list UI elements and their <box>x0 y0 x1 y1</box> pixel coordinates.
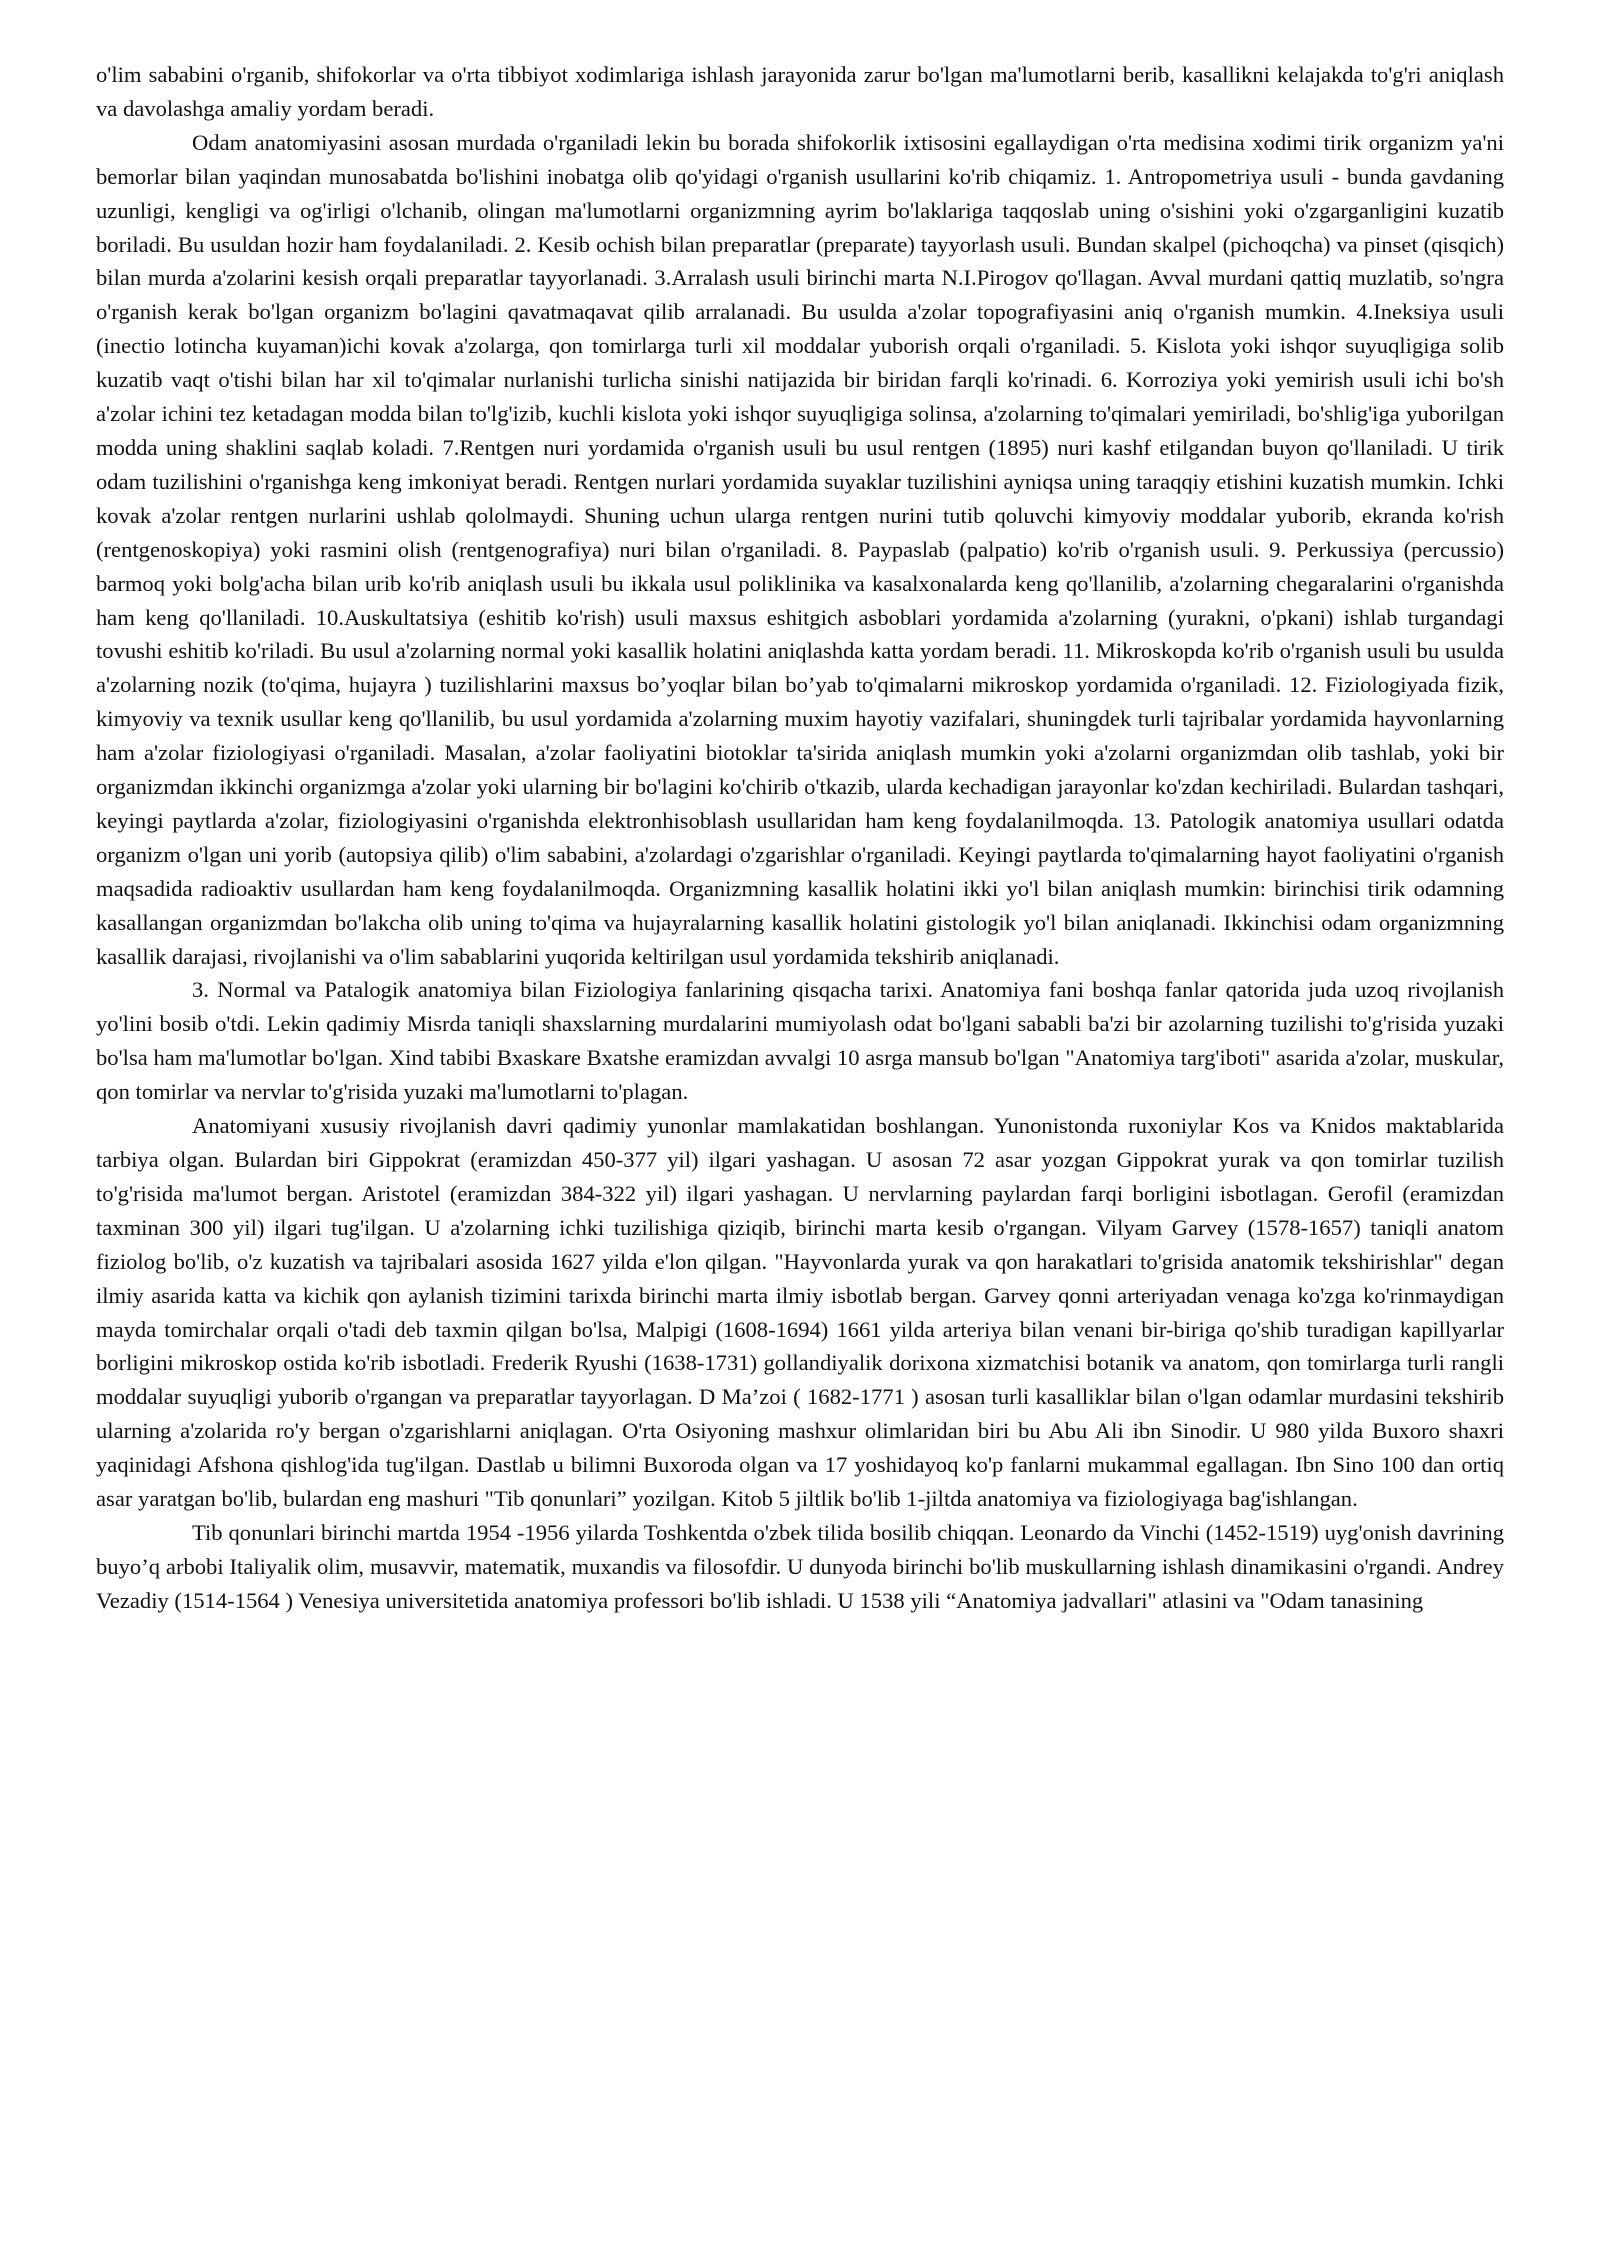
paragraph-intro-continuation: o'lim sababini o'rganib, shifokorlar va o'rta tibbiyot xodimlariga ishlash jarayonida zarur bo'lgan ma'lumotlarni berib, kasallikni kelajakda to'g'ri aniqlash va davolashga amaliy yordam beradi. <box>96 62 1504 121</box>
paragraph-history-intro: 3. Normal va Patalogik anatomiya bilan Fiziologiya fanlarining qisqacha tarixi. Anatomiya fani boshqa fanlar qatorida juda uzoq rivojlanish yo'lini bosib o'tdi. Lekin qadimiy Misrda taniqli shaxslarning murdalarini mumiyolash odat bo'lgani sababli ba'zi bir azolarning tuzilishi to'g'risida yuzaki bo'lsa ham ma'lumotlar bo'lgan. Xind tabibi Bxaskare Bxatshe eramizdan avvalgi 10 asrga mansub bo'lgan "Anatomiya targ'iboti" asarida a'zolar, muskular, qon tomirlar va nervlar to'g'risida yuzaki ma'lumotlarni to'plagan. <box>96 977 1504 1105</box>
paragraph-study-methods: Odam anatomiyasini asosan murdada o'rganiladi lekin bu borada shifokorlik ixtisosini egallaydigan o'rta medisina xodimi tirik organizm ya'ni bemorlar bilan yaqindan munosabatda bo'lishini inobatga olib qo'yidagi o'rganish usullarini ko'rib chiqamiz. 1. Antropometriya usuli - bunda gavdaning uzunligi, kengligi va og'irligi o'lchanib, olingan ma'lumotlarni organizmning ayrim bo'laklariga taqqoslab uning o'sishini yoki o'zgarganligini kuzatib boriladi. Bu usuldan hozir ham foydalaniladi. 2. Kesib ochish bilan preparatlar (preparate) tayyorlash usuli. Bundan skalpel (pichoqcha) va pinset (qisqich) bilan murda a'zolarini kesish orqali preparatlar tayyorlanadi. 3.Arralash usuli birinchi marta N.I.Pirogov qo'llagan. Avval murdani qattiq muzlatib, so'ngra o'rganish kerak bo'lgan organizm bo'lagini qavatmaqavat qilib arralanadi. Bu usulda a'zolar topografiyasini aniq o'rganish mumkin. 4.Ineksiya usuli (inectio lotincha kuyaman)ichi kovak a'zolarga, qon tomirlarga turli xil moddalar yuborish orqali o'rganiladi. 5. Kislota yoki ishqor suyuqligiga solib kuzatib vaqt o'tishi bilan har xil to'qimalar nurlanishi turlicha sinishi natijazida bir biridan farqli ko'rinadi. 6. Korroziya yoki yemirish usuli ichi bo'sh a'zolar ichini tez ketadagan modda bilan to'lg'izib, kuchli kislota yoki ishqor suyuqligiga solinsa, a'zolarning to'qimalari yemiriladi, bo'shlig'iga yuborilgan modda uning shaklini saqlab koladi. 7.Rentgen nuri yordamida o'rganish usuli bu usul rentgen (1895) nuri kashf etilgandan buyon qo'llaniladi. U tirik odam tuzilishini o'rganishga keng imkoniyat beradi. Rentgen nurlari yordamida suyaklar tuzilishini ayniqsa uning taraqqiy etishini kuzatish mumkin. Ichki kovak a'zolar rentgen nurlarini ushlab qololmaydi. Shuning uchun ularga rentgen nurini tutib qoluvchi kimyoviy moddalar yuborib, ekranda ko'rish (rentgenoskopiya) yoki rasmini olish (rentgenografiya) nuri bilan o'rganiladi. 8. Paypaslab (palpatio) ko'rib o'rganish usuli. 9. Perkussiya (percussio) barmoq yoki bolg'acha bilan urib ko'rib aniqlash usuli bu ikkala usul poliklinika va kasalxonalarda keng qo'llanilib, a'zolarning chegaralarini o'rganishda ham keng qo'llaniladi. 10.Auskultatsiya (eshitib ko'rish) usuli maxsus eshitgich asboblari yordamida a'zolarning (yurakni, o'pkani) ishlab turgandagi tovushi eshitib ko'riladi. Bu usul a'zolarning normal yoki kasallik holatini aniqlashda katta yordam beradi. 11. Mikroskopda ko'rib o'rganish usuli bu usulda a'zolarning nozik (to'qima, hujayra ) tuzilishlarini maxsus bo’yoqlar bilan bo’yab to'qimalarni mikroskop yordamida o'rganiladi. 12. Fiziologiyada fizik, kimyoviy va texnik usullar keng qo'llanilib, bu usul yordamida a'zolarning muxim hayotiy vazifalari, shuningdek turli tajribalar yordamida hayvonlarning ham a'zolar fiziologiyasi o'rganiladi. Masalan, a'zolar faoliyatini biotoklar ta'sirida aniqlash mumkin yoki a'zolarni organizmdan olib tashlab, yoki bir organizmdan ikkinchi organizmga a'zolar yoki ularning bir bo'lagini ko'chirib o'tkazib, ularda kechadigan jarayonlar ko'zdan kechiriladi. Bulardan tashqari, keyingi paytlarda a'zolar, fiziologiyasini o'rganishda elektronhisoblash usullaridan ham keng foydalanilmoqda. 13. Patologik anatomiya usullari odatda organizm o'lgan uni yorib (autopsiya qilib) o'lim sababini, a'zolardagi o'zgarishlar o'rganiladi. Keyingi paytlarda to'qimalarning hayot faoliyatini o'rganish maqsadida radioaktiv usullardan ham keng foydalanilmoqda. Organizmning kasallik holatini ikki yo'l bilan aniqlash mumkin: birinchisi tirik odamning kasallangan organizmdan bo'lakcha olib uning to'qima va hujayralarning kasallik holatini gistologik yo'l bilan aniqlanadi. Ikkinchisi odam organizmning kasallik darajasi, rivojlanishi va o'lim sabablarini yuqorida keltirilgan usul yordamida tekshirib aniqlanadi. <box>96 129 1504 969</box>
paragraph-tib-qonunlari: Tib qonunlari birinchi martda 1954 -1956 yilarda Toshkentda o'zbek tilida bosilib chiqqan. Leonardo da Vinchi (1452-1519) uyg'onish davrining buyo’q arbobi Italiyalik olim, musavvir, matematik, muxandis va filosofdir. U dunyoda birinchi bo'lib muskullarning ishlash dinamikasini o'rgandi. Andrey Vezadiy (1514-1564 ) Venesiya universitetida anatomiya professori bo'lib ishladi. U 1538 yili “Anatomiya jadvallari" atlasini va "Odam tanasining <box>96 1519 1504 1613</box>
paragraph-greek-to-ibn-sino: Anatomiyani xususiy rivojlanish davri qadimiy yunonlar mamlakatidan boshlangan. Yunonistonda ruxoniylar Kos va Knidos maktablarida tarbiya olgan. Bulardan biri Gippokrat (eramizdan 450-377 yil) ilgari yashagan. U asosan 72 asar yozgan Gippokrat yurak va qon tomirlar tuzilish to'g'risida ma'lumot bergan. Aristotel (eramizdan 384-322 yil) ilgari yashagan. U nervlarning paylardan farqi borligini isbotlagan. Gerofil (eramizdan taxminan 300 yil) ilgari tug'ilgan. U a'zolarning ichki tuzilishiga qiziqib, birinchi marta kesib o'rgangan. Vilyam Garvey (1578-1657) taniqli anatom fiziolog bo'lib, o'z kuzatish va tajribalari asosida 1627 yilda e'lon qilgan. "Hayvonlarda yurak va qon harakatlari to'grisida anatomik tekshirishlar" degan ilmiy asarida katta va kichik qon aylanish tizimini tarixda birinchi marta ilmiy isbotlab bergan. Garvey qonni arteriyadan venaga ko'zga ko'rinmaydigan mayda tomirchalar orqali o'tadi deb taxmin qilgan bo'lsa, Malpigi (1608-1694) 1661 yilda arteriya bilan venani bir-biriga qo'shib turadigan kapillyarlar borligini mikroskop ostida ko'rib isbotladi. Frederik Ryushi (1638-1731) gollandiyalik dorixona xizmatchisi botanik va anatom, qon tomirlarga turli rangli moddalar suyuqligi yuborib o'rgangan va preparatlar tayyorlagan. D Ma’zoi ( 1682-1771 ) asosan turli kasalliklar bilan o'lgan odamlar murdasini tekshirib ularning a'zolarida ro'y bergan o'zgarishlarni aniqlagan. O'rta Osiyoning mashxur olimlaridan biri bu Abu Ali ibn Sinodir. U 980 yilda Buxoro shaxri yaqinidagi Afshona qishlog'ida tug'ilgan. Dastlab u bilimni Buxoroda olgan va 17 yoshidayoq ko'p fanlarni mukammal egallagan. Ibn Sino 100 dan ortiq asar yaratgan bo'lib, bulardan eng mashuri "Tib qonunlari” yozilgan. Kitob 5 jiltlik bo'lib 1-jiltda anatomiya va fiziologiyaga bag'ishlangan. <box>96 1113 1504 1512</box>
